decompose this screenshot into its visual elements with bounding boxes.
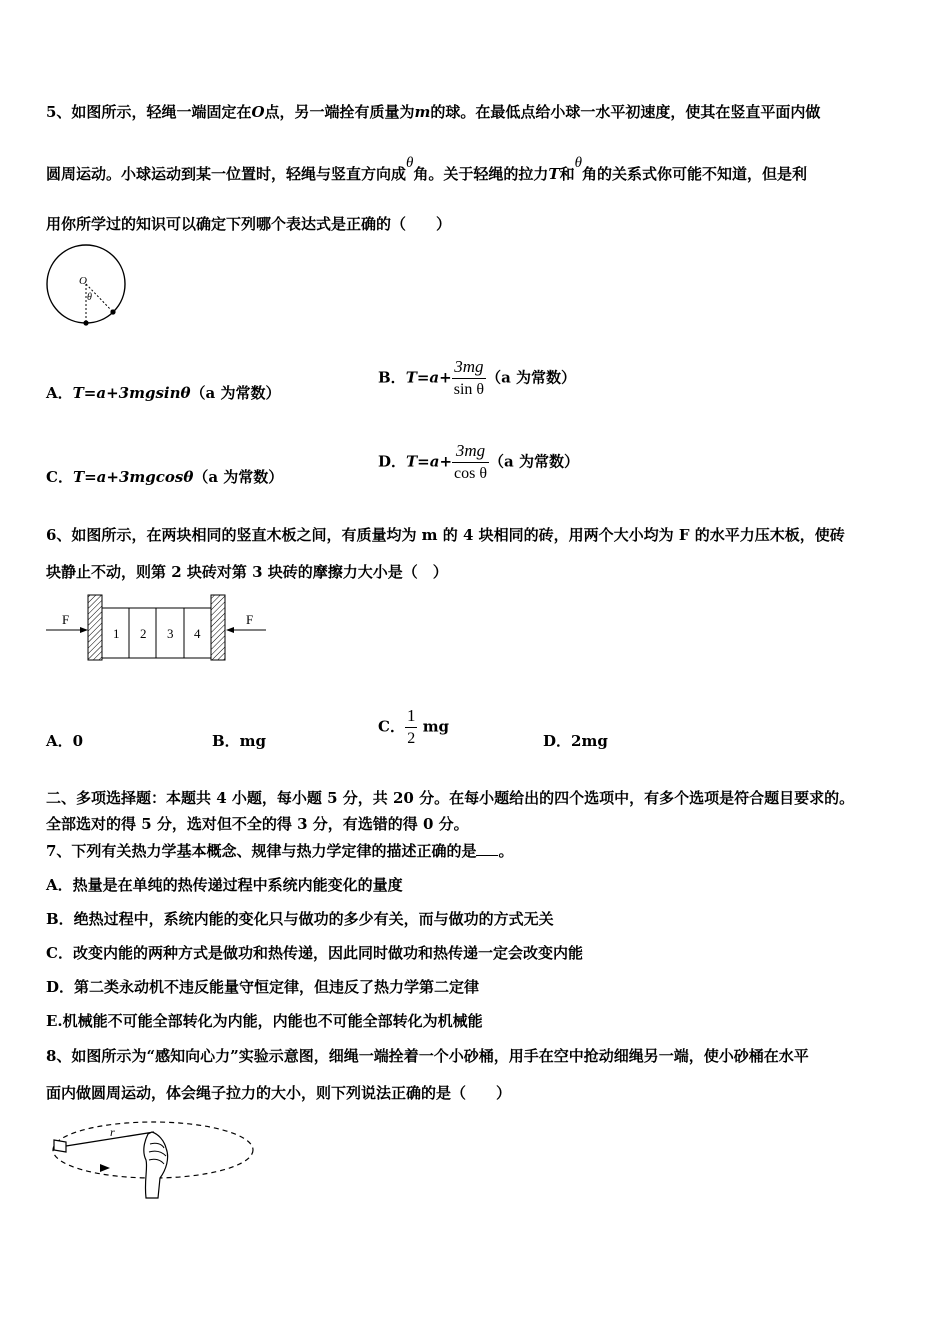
right-force-label: F	[246, 612, 254, 627]
fig-label-theta: θ	[87, 292, 92, 303]
q5-option-d[interactable]: D．T=a+ $\frac{3mg}{\text{cos θ}}$ （a 为常数）	[378, 440, 579, 485]
left-force-label: F	[62, 612, 70, 627]
q7-stem: 7、下列有关热力学基本概念、规律与热力学定律的描述正确的是 。	[46, 842, 514, 860]
q6-option-d[interactable]: D．2mg	[543, 732, 608, 750]
brick-label-1: 1	[113, 626, 120, 641]
q5-option-a[interactable]: A．T=a+3mgsinθ（a 为常数）	[46, 384, 281, 402]
q5-option-d-fraction: $\frac{3mg}{\text{cos θ}}$	[454, 441, 488, 482]
right-board	[211, 595, 225, 660]
q5-line3: 用你所学过的知识可以确定下列哪个表达式是正确的（ ）	[46, 215, 452, 233]
q7-option-e[interactable]: E.机械能不可能全部转化为内能，内能也不可能全部转化为机械能	[46, 1012, 483, 1030]
q6-bricks-figure	[44, 590, 274, 670]
hand	[144, 1132, 168, 1198]
q6-line2: 块静止不动，则第 2 块砖对第 3 块砖的摩擦力大小是（ ）	[46, 563, 448, 581]
q5-line2: 圆周运动。小球运动到某一位置时，轻绳与竖直方向成θ角。关于轻绳的拉力T和θ角的关系式你可能不知道，但是利	[46, 155, 807, 183]
q8-line1: 8、如图所示为“感知向心力”实验示意图，细绳一端拴着一个小砂桶，用手在空中抢动细绳另一端，使小砂桶在水平	[46, 1047, 809, 1065]
answer-blank[interactable]	[476, 841, 498, 856]
section2-line1: 二、多项选择题：本题共 4 小题，每小题 5 分，共 20 分。在每小题给出的四个选项中，有多个选项是符合题目要求的。	[46, 789, 855, 807]
q8-centripetal-figure	[48, 1112, 268, 1204]
left-force-arrowhead	[80, 627, 88, 633]
section2-line2: 全部选对的得 5 分，选对但不全的得 3 分，有选错的得 0 分。	[46, 815, 469, 833]
q5-option-b-fraction: $\frac{3mg}{\text{sin θ}}$	[453, 357, 485, 398]
motion-arrow	[100, 1164, 110, 1172]
q5-option-b[interactable]: B．T=a+ $\frac{3mg}{\text{sin θ}}$ （a 为常数）	[378, 356, 576, 401]
q7-option-c[interactable]: C．改变内能的两种方式是做功和热传递，因此同时做功和热传递一定会改变内能	[46, 944, 583, 962]
brick-label-4: 4	[194, 626, 201, 641]
q5-line1: 5、如图所示，轻绳一端固定在O点，另一端拴有质量为m的球。在最低点给小球一水平初速度，使其在竖直平面内做	[46, 103, 821, 121]
q6-option-a[interactable]: A．0	[46, 732, 84, 750]
q8-line2: 面内做圆周运动，体会绳子拉力的大小，则下列说法正确的是（ ）	[46, 1084, 512, 1102]
left-board	[88, 595, 102, 660]
q6-line1: 6、如图所示，在两块相同的竖直木板之间，有质量均为 m 的 4 块相同的砖，用两个大小均为 F 的水平力压木板，使砖	[46, 526, 845, 544]
q6-option-c-fraction: $\frac{1}{2}$	[406, 706, 416, 747]
sand-bucket	[54, 1140, 66, 1152]
brick-label-2: 2	[140, 626, 147, 641]
q7-option-d[interactable]: D．第二类永动机不违反能量守恒定律，但违反了热力学第二定律	[46, 978, 480, 996]
q6-option-b[interactable]: B．mg	[212, 732, 267, 750]
q5-option-c[interactable]: C．T=a+3mgcosθ（a 为常数）	[46, 468, 284, 486]
q5-circle-figure	[40, 240, 140, 335]
brick-label-3: 3	[167, 626, 174, 641]
lowest-point-ball	[83, 320, 88, 325]
ball	[110, 309, 115, 314]
fig-label-O: O	[79, 275, 87, 287]
fig-label-r: r	[110, 1125, 115, 1139]
q7-option-b[interactable]: B．绝热过程中，系统内能的变化只与做功的多少有关，而与做功的方式无关	[46, 910, 554, 928]
right-force-arrowhead	[226, 627, 234, 633]
q7-option-a[interactable]: A．热量是在单纯的热传递过程中系统内能变化的量度	[46, 876, 403, 894]
q6-option-c[interactable]: C． $\frac{1}{2}$ mg	[378, 705, 449, 750]
